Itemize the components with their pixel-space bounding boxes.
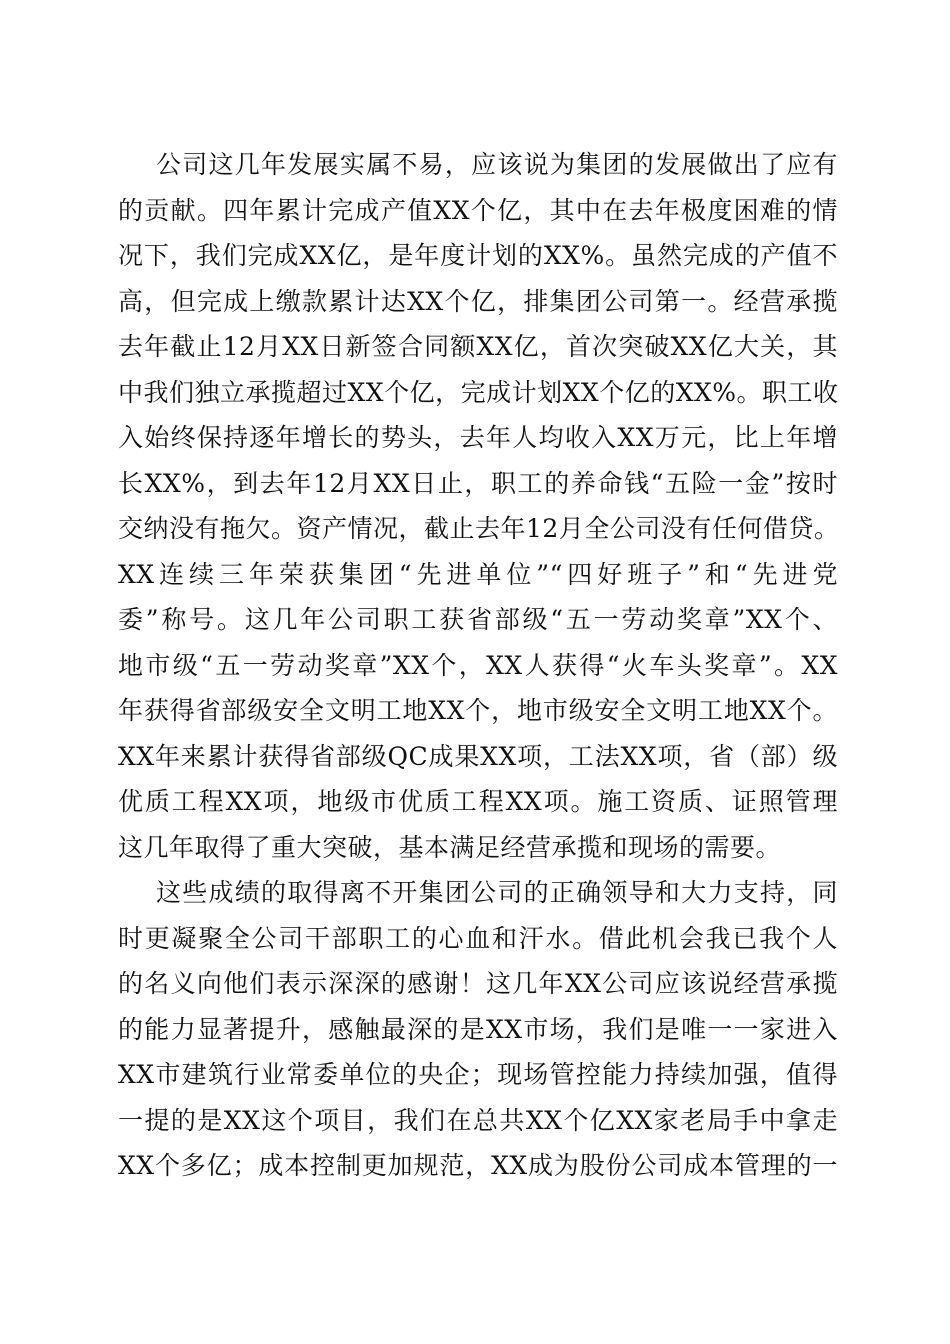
paragraph-2 [118, 870, 838, 1189]
text-line: XX连续三年荣获集团“先进单位”“四好班子”和“先进党 [118, 559, 838, 589]
body-text [118, 142, 838, 1189]
text-line: 公司这几年发展实属不易，应该说为集团的发展做出了应有 [156, 150, 838, 179]
text-line: 一提的是XX这个项目，我们在总共XX个亿XX家老局手中拿走 [118, 1105, 838, 1135]
paragraph-1 [118, 142, 838, 870]
text-line: 时更凝聚全公司干部职工的心血和汗水。借此机会我已我个人 [118, 923, 838, 953]
text-line: 地市级“五一劳动奖章”XX个，XX人获得“火车头奖章”。XX [118, 650, 838, 680]
text-line: 这几年取得了重大突破，基本满足经营承揽和现场的需要。 [118, 832, 782, 862]
text-line: 的能力显著提升，感触最深的是XX市场，我们是唯一一家进入 [118, 1014, 838, 1044]
text-line: 优质工程XX项，地级市优质工程XX项。施工资质、证照管理 [118, 787, 838, 816]
text-line: 委”称号。这几年公司职工获省部级“五一劳动奖章”XX个、 [118, 605, 838, 634]
text-line: 长XX%，到去年12月XX日止，职工的养命钱“五险一金”按时 [118, 468, 838, 498]
text-line: 高，但完成上缴款累计达XX个亿，排集团公司第一。经营承揽 [118, 286, 838, 316]
text-line: 的名义向他们表示深深的感谢！这几年XX公司应该说经营承揽 [118, 969, 838, 998]
text-line: XX年来累计获得省部级QC成果XX项，工法XX项，省（部）级 [118, 741, 838, 771]
text-line: XX市建筑行业常委单位的央企；现场管控能力持续加强，值得 [118, 1060, 838, 1089]
text-line: XX个多亿；成本控制更加规范，XX成为股份公司成本管理的一 [118, 1151, 838, 1180]
text-line: 这些成绩的取得离不开集团公司的正确领导和大力支持，同 [156, 878, 838, 907]
text-line: 入始终保持逐年增长的势头，去年人均收入XX万元，比上年增 [118, 423, 838, 452]
text-line: 况下，我们完成XX亿，是年度计划的XX%。虽然完成的产值不 [118, 241, 838, 270]
text-line: 交纳没有拖欠。资产情况，截止去年12月全公司没有任何借贷。 [118, 514, 840, 543]
text-line: 的贡献。四年累计完成产值XX个亿，其中在去年极度困难的情 [118, 195, 838, 225]
text-line: 去年截止12月XX日新签合同额XX亿，首次突破XX亿大关，其 [118, 332, 838, 361]
text-line: 年获得省部级安全文明工地XX个，地市级安全文明工地XX个。 [118, 696, 838, 725]
text-line: 中我们独立承揽超过XX个亿，完成计划XX个亿的XX%。职工收 [118, 377, 839, 407]
